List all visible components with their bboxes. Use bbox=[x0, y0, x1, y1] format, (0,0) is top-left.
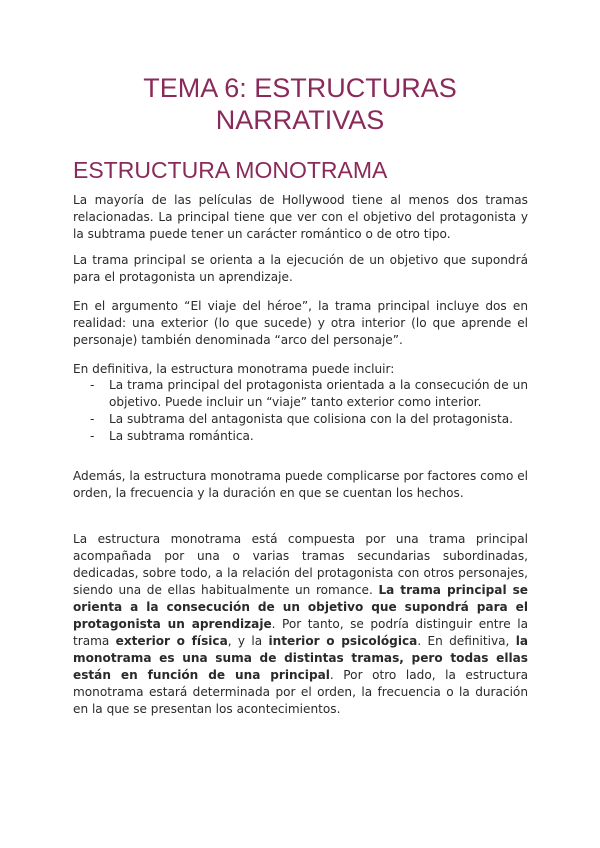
list-item-text: La trama principal del protagonista orientada a la consecución de un objetivo. Puede incluir un “viaje” tanto exterior como interior. bbox=[109, 378, 528, 409]
bullet-list bbox=[73, 377, 528, 445]
paragraph-3: En el argumento “El viaje del héroe”, la trama principal incluye dos en realidad: una exterior (lo que sucede) y otra interior (lo que aprende el personaje) también denominada “arco del personaje”. bbox=[73, 299, 528, 347]
list-item bbox=[73, 377, 528, 411]
list-item bbox=[73, 428, 528, 445]
final-bold-1: La trama principal se orienta a la consecución de un objetivo que supondrá para el protagonista un aprendizaje bbox=[73, 583, 528, 631]
section-heading: ESTRUCTURA MONOTRAMA bbox=[73, 157, 388, 183]
paragraph-final bbox=[73, 531, 528, 718]
paragraph-5: Además, la estructura monotrama puede complicarse por factores como el orden, la frecuencia y la duración en que se cuentan los hechos. bbox=[73, 469, 528, 500]
bullet-marker: - bbox=[90, 429, 95, 443]
final-bold-4: la monotrama es una suma de distintas tramas, pero todas ellas están en función de una principal bbox=[73, 634, 528, 682]
final-text-3: , y la bbox=[227, 634, 269, 648]
list-item bbox=[73, 411, 528, 428]
final-text-5: . Por otro lado, la estructura monotrama estará determinada por el orden, la frecuencia o la duración en la que se presentan los acontecimientos. bbox=[73, 668, 528, 716]
list-item-text: La subtrama romántica. bbox=[109, 429, 254, 443]
paragraph-1: La mayoría de las películas de Hollywood tiene al menos dos tramas relacionadas. La principal tiene que ver con el objetivo del protagonista y la subtrama puede tener un carácter romántico o de otro tipo. bbox=[73, 193, 528, 241]
paragraph-2: La trama principal se orienta a la ejecución de un objetivo que supondrá para el protagonista un aprendizaje. bbox=[73, 253, 528, 284]
final-bold-3: interior o psicológica bbox=[268, 634, 418, 648]
final-bold-2: exterior o física bbox=[115, 634, 228, 648]
page-title-line-2: NARRATIVAS bbox=[215, 105, 385, 135]
final-text-4: . En definitiva, bbox=[417, 634, 516, 648]
paragraph-4: En definitiva, la estructura monotrama puede incluir: bbox=[73, 362, 395, 376]
bullet-marker: - bbox=[90, 412, 95, 426]
final-text-2: . Por tanto, se podría distinguir entre la trama bbox=[73, 617, 528, 648]
page-title-line-1: TEMA 6: ESTRUCTURAS bbox=[143, 73, 457, 103]
bullet-marker: - bbox=[90, 378, 95, 392]
page-title bbox=[0, 72, 600, 136]
list-item-text: La subtrama del antagonista que colisiona con la del protagonista. bbox=[109, 412, 513, 426]
final-text-1: La estructura monotrama está compuesta por una trama principal acompañada por una o varias tramas secundarias subordinadas, dedicadas, sobre todo, a la relación del protagonista con otros personajes, siendo una de ellas habitualmente un romance. bbox=[73, 532, 528, 597]
